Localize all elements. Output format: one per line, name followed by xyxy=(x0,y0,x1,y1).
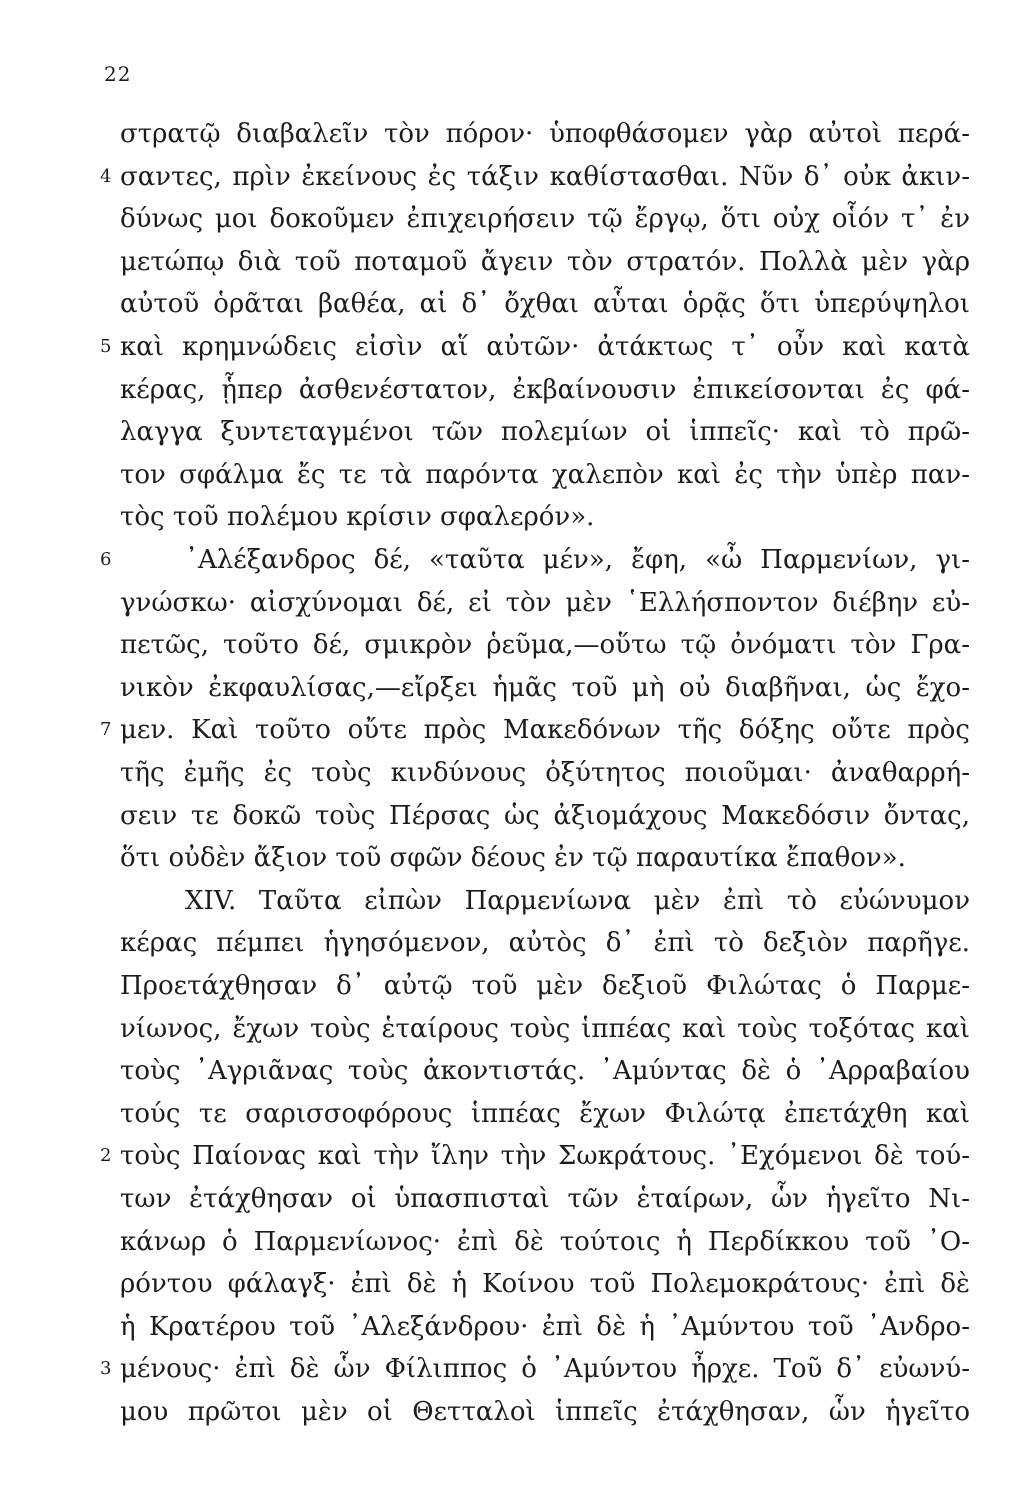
text-line: τον σφάλμα ἔς τε τὰ παρόντα χαλεπὸν καὶ ἐς τὴν ὑπὲρ παν- xyxy=(120,460,970,490)
section-number: 7 xyxy=(100,719,112,740)
text-line: δύνως μοι δοκοῦμεν ἐπιχειρήσειν τῷ ἔργῳ, ὅτι οὐχ οἷόν τ᾽ ἐν xyxy=(120,204,970,234)
text-line: τῆς ἐμῆς ἐς τοὺς κινδύνους ὀξύτητος ποιοῦμαι· ἀναθαρρή- xyxy=(120,758,970,788)
text-line: ρόντου φάλαγξ· ἐπὶ δὲ ἡ Κοίνου τοῦ Πολεμοκράτους· ἐπὶ δὲ xyxy=(120,1269,970,1299)
text-line: στρατῷ διαβαλεῖν τὸν πόρον· ὑποφθάσομεν γὰρ αὐτοὶ περά- xyxy=(120,119,970,149)
section-number: 4 xyxy=(100,166,112,187)
text-line: Προετάχθησαν δ᾽ αὐτῷ τοῦ μὲν δεξιοῦ Φιλώτας ὁ Παρμε- xyxy=(120,971,970,1001)
text-line: τοὺς Παίονας καὶ τὴν ἴλην τὴν Σωκράτους. ᾽Εχόμενοι δὲ τού- xyxy=(120,1141,970,1171)
text-line: γνώσκω· αἰσχύνομαι δέ, εἰ τὸν μὲν ῾Ελλήσποντον διέβην εὐ- xyxy=(120,588,970,618)
section-number: 6 xyxy=(100,549,112,570)
text-line: καὶ κρημνώδεις εἰσὶν αἵ αὐτῶν· ἀτάκτως τ᾽ οὖν καὶ κατὰ xyxy=(120,332,970,362)
text-line: σειν τε δοκῶ τοὺς Πέρσας ὡς ἀξιομάχους Μακεδόσιν ὄντας, xyxy=(120,801,970,831)
section-number: 2 xyxy=(100,1145,112,1166)
text-line: μένους· ἐπὶ δὲ ὧν Φίλιππος ὁ ᾽Αμύντου ἦρχε. Τοῦ δ᾽ εὐωνύ- xyxy=(120,1354,970,1384)
text-line: ἡ Κρατέρου τοῦ ᾽Αλεξάνδρου· ἐπὶ δὲ ἡ ᾽Αμύντου τοῦ ᾽Ανδρο- xyxy=(120,1312,970,1342)
page-number: 22 xyxy=(104,62,132,86)
text-line: κέρας, ᾗπερ ἀσθενέστατον, ἐκβαίνουσιν ἐπικείσονται ἐς φά- xyxy=(120,375,970,405)
text-line: νίωνος, ἔχων τοὺς ἑταίρους τοὺς ἱππέας καὶ τοὺς τοξότας καὶ xyxy=(120,1014,970,1044)
text-line: μου πρῶτοι μὲν οἱ Θετταλοὶ ἱππεῖς ἐτάχθησαν, ὧν ἡγεῖτο xyxy=(120,1397,970,1427)
text-line: των ἐτάχθησαν οἱ ὑπασπισταὶ τῶν ἑταίρων, ὧν ἡγεῖτο Νι- xyxy=(120,1184,970,1214)
text-line: αὐτοῦ ὁρᾶται βαθέα, αἱ δ᾽ ὄχθαι αὗται ὁρᾷς ὅτι ὑπερύψηλοι xyxy=(120,289,970,319)
text-line: τὸς τοῦ πολέμου κρίσιν σφαλερόν». xyxy=(120,502,595,532)
text-line: τοὺς ᾽Αγριᾶνας τοὺς ἀκοντιστάς. ᾽Αμύντας δὲ ὁ ᾽Αρραβαίου xyxy=(120,1056,970,1086)
text-line: σαντες, πρὶν ἐκείνους ἐς τάξιν καθίστασθαι. Νῦν δ᾽ οὐκ ἀκιν- xyxy=(120,162,970,192)
text-line: κάνωρ ὁ Παρμενίωνος· ἐπὶ δὲ τούτοις ἡ Περδίκκου τοῦ ᾽Ο- xyxy=(120,1227,970,1257)
text-line: ὅτι οὐδὲν ἄξιον τοῦ σφῶν δέους ἐν τῷ παραυτίκα ἔπαθον». xyxy=(120,843,906,873)
text-line: κέρας πέμπει ἡγησόμενον, αὐτὸς δ᾽ ἐπὶ τὸ δεξιὸν παρῆγε. xyxy=(120,928,970,958)
section-number: 5 xyxy=(100,336,112,357)
text-line: πετῶς, τοῦτο δέ, σμικρὸν ῥεῦμα,—οὕτω τῷ ὀνόματι τὸν Γρα- xyxy=(120,630,970,660)
text-line: μετώπῳ διὰ τοῦ ποταμοῦ ἄγειν τὸν στρατόν. Πολλὰ μὲν γὰρ xyxy=(120,247,970,277)
text-line: μεν. Καὶ τοῦτο οὔτε πρὸς Μακεδόνων τῆς δόξης οὔτε πρὸς xyxy=(120,715,970,745)
text-line: νικὸν ἐκφαυλίσας,—εἴρξει ἡμᾶς τοῦ μὴ οὐ διαβῆναι, ὡς ἔχο- xyxy=(120,673,970,703)
text-line: λαγγα ξυντεταγμένοι τῶν πολεμίων οἱ ἱππεῖς· καὶ τὸ πρῶ- xyxy=(120,417,970,447)
section-number: 3 xyxy=(100,1358,112,1379)
text-line: τούς τε σαρισσοφόρους ἱππέας ἔχων Φιλώτᾳ ἐπετάχθη καὶ xyxy=(120,1099,970,1129)
text-line: XIV. Ταῦτα εἰπὼν Παρμενίωνα μὲν ἐπὶ τὸ εὐώνυμον xyxy=(185,886,970,916)
text-line: ᾽Αλέξανδρος δέ, «ταῦτα μέν», ἔφη, «ὦ Παρμενίων, γι- xyxy=(185,545,970,575)
